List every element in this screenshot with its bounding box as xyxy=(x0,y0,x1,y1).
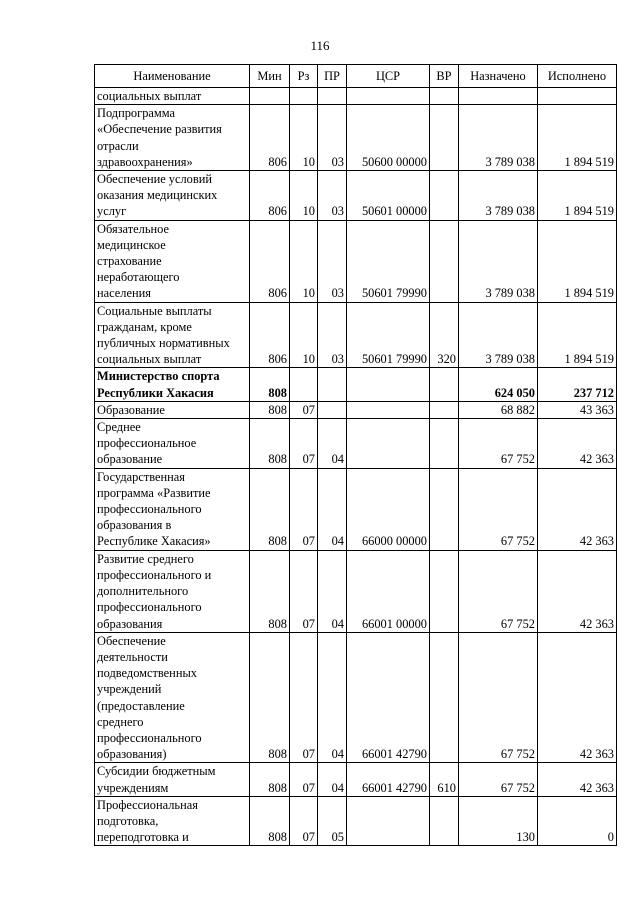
table-row xyxy=(95,171,617,221)
min-cell: 806 xyxy=(250,105,290,171)
row-name-line: гражданам, кроме xyxy=(97,319,192,334)
row-name-line: Подпрограмма xyxy=(97,106,175,121)
row-name-cell xyxy=(95,88,250,105)
row-name-line: образования в xyxy=(97,518,172,533)
assigned-cell: 68 882 xyxy=(459,401,538,418)
row-name-line: «Обеспечение развития xyxy=(97,122,222,137)
row-name-line: профессионального xyxy=(97,600,202,615)
table-row xyxy=(95,368,617,401)
assigned-cell: 624 050 xyxy=(459,368,538,401)
min-cell: 808 xyxy=(250,796,290,846)
vr-cell xyxy=(430,468,459,550)
assigned-cell: 67 752 xyxy=(459,468,538,550)
rz-cell: 07 xyxy=(290,763,318,796)
assigned-cell: 3 789 038 xyxy=(459,302,538,368)
rz-cell: 07 xyxy=(290,468,318,550)
csr-cell xyxy=(347,401,430,418)
rz-cell: 07 xyxy=(290,550,318,632)
row-name-line: Субсидии бюджетным xyxy=(97,764,216,779)
row-name-line: Обеспечение условий xyxy=(97,172,212,187)
pr-cell xyxy=(318,368,347,401)
row-name-line: Обеспечение xyxy=(97,633,166,648)
table-row xyxy=(95,468,617,550)
rz-cell: 10 xyxy=(290,302,318,368)
row-name-line: Обязательное xyxy=(97,221,169,236)
table-row xyxy=(95,401,617,418)
row-name-line: Развитие среднего xyxy=(97,551,194,566)
row-name-line: отрасли xyxy=(97,138,139,153)
table-row xyxy=(95,796,617,846)
row-name-cell xyxy=(95,632,250,763)
row-name-line: переподготовка и xyxy=(97,830,189,845)
column-header-rz: Рз xyxy=(290,65,318,88)
row-name-cell xyxy=(95,419,250,469)
row-name-cell xyxy=(95,368,250,401)
row-name-cell xyxy=(95,401,250,418)
table-row xyxy=(95,105,617,171)
assigned-cell: 130 xyxy=(459,796,538,846)
assigned-cell: 67 752 xyxy=(459,632,538,763)
executed-cell: 42 363 xyxy=(538,550,617,632)
pr-cell: 04 xyxy=(318,550,347,632)
table-row xyxy=(95,302,617,368)
row-name-line: деятельности xyxy=(97,649,168,664)
executed-cell: 43 363 xyxy=(538,401,617,418)
row-name-cell xyxy=(95,550,250,632)
assigned-cell: 67 752 xyxy=(459,550,538,632)
pr-cell: 05 xyxy=(318,796,347,846)
table-row xyxy=(95,632,617,763)
row-name-line: образование xyxy=(97,452,163,467)
pr-cell xyxy=(318,401,347,418)
rz-cell: 10 xyxy=(290,171,318,221)
row-name-line: неработающего xyxy=(97,270,180,285)
row-name-line: социальных выплат xyxy=(97,352,202,367)
row-name-line: подготовка, xyxy=(97,813,159,828)
row-name-line: оказания медицинских xyxy=(97,188,218,203)
column-header-min: Мин xyxy=(250,65,290,88)
pr-cell: 04 xyxy=(318,419,347,469)
row-name-line: учреждений xyxy=(97,682,162,697)
csr-cell: 50601 79990 xyxy=(347,220,430,302)
csr-cell xyxy=(347,796,430,846)
column-header-assigned: Назначено xyxy=(459,65,538,88)
csr-cell xyxy=(347,88,430,105)
page-number: 116 xyxy=(310,38,330,53)
row-name-cell xyxy=(95,105,250,171)
pr-cell: 03 xyxy=(318,220,347,302)
min-cell: 808 xyxy=(250,550,290,632)
csr-cell: 66001 42790 xyxy=(347,632,430,763)
row-name-line: публичных нормативных xyxy=(97,336,230,351)
row-name-line: Профессиональная xyxy=(97,797,198,812)
csr-cell: 66001 42790 xyxy=(347,763,430,796)
vr-cell: 320 xyxy=(430,302,459,368)
assigned-cell: 3 789 038 xyxy=(459,171,538,221)
pr-cell: 04 xyxy=(318,468,347,550)
pr-cell: 04 xyxy=(318,763,347,796)
vr-cell xyxy=(430,105,459,171)
column-header-pr: ПР xyxy=(318,65,347,88)
min-cell: 806 xyxy=(250,171,290,221)
row-name-line: Государственная xyxy=(97,469,185,484)
csr-cell xyxy=(347,368,430,401)
min-cell: 808 xyxy=(250,468,290,550)
row-name-line: образования xyxy=(97,616,163,631)
vr-cell xyxy=(430,401,459,418)
row-name-cell xyxy=(95,468,250,550)
row-name-line: Среднее xyxy=(97,420,141,435)
executed-cell: 42 363 xyxy=(538,763,617,796)
vr-cell: 610 xyxy=(430,763,459,796)
row-name-line: Министерство спорта xyxy=(97,369,220,384)
table-body xyxy=(95,88,617,846)
row-name-cell xyxy=(95,171,250,221)
row-name-line: социальных выплат xyxy=(97,89,202,103)
rz-cell: 10 xyxy=(290,220,318,302)
csr-cell: 50601 00000 xyxy=(347,171,430,221)
csr-cell: 66001 00000 xyxy=(347,550,430,632)
min-cell: 808 xyxy=(250,763,290,796)
rz-cell: 10 xyxy=(290,105,318,171)
vr-cell xyxy=(430,632,459,763)
row-name-cell xyxy=(95,220,250,302)
row-name-line: профессионального и xyxy=(97,567,212,582)
executed-cell: 42 363 xyxy=(538,419,617,469)
row-name-line: страхование xyxy=(97,254,162,269)
rz-cell: 07 xyxy=(290,401,318,418)
row-name-line: программа «Развитие xyxy=(97,485,211,500)
csr-cell xyxy=(347,419,430,469)
pr-cell xyxy=(318,88,347,105)
executed-cell: 0 xyxy=(538,796,617,846)
row-name-line: (предоставление xyxy=(97,698,185,713)
vr-cell xyxy=(430,419,459,469)
row-name-line: образования) xyxy=(97,747,167,762)
csr-cell: 50601 79990 xyxy=(347,302,430,368)
executed-cell: 237 712 xyxy=(538,368,617,401)
assigned-cell: 3 789 038 xyxy=(459,105,538,171)
vr-cell xyxy=(430,368,459,401)
pr-cell: 03 xyxy=(318,105,347,171)
row-name-cell xyxy=(95,796,250,846)
vr-cell xyxy=(430,88,459,105)
pr-cell: 03 xyxy=(318,302,347,368)
rz-cell xyxy=(290,368,318,401)
min-cell: 808 xyxy=(250,632,290,763)
row-name-line: учреждениям xyxy=(97,780,169,795)
executed-cell: 42 363 xyxy=(538,632,617,763)
row-name-line: услуг xyxy=(97,204,127,219)
min-cell: 806 xyxy=(250,220,290,302)
row-name-line: Социальные выплаты xyxy=(97,303,212,318)
row-name-line: населения xyxy=(97,286,151,301)
rz-cell: 07 xyxy=(290,796,318,846)
column-header-name: Наименование xyxy=(95,65,250,88)
min-cell: 808 xyxy=(250,419,290,469)
row-name-line: профессионального xyxy=(97,730,202,745)
row-name-line: профессионального xyxy=(97,502,202,517)
table-header-row xyxy=(95,65,617,88)
assigned-cell: 67 752 xyxy=(459,419,538,469)
assigned-cell: 3 789 038 xyxy=(459,220,538,302)
row-name-line: подведомственных xyxy=(97,666,197,681)
table-row xyxy=(95,550,617,632)
row-name-line: среднего xyxy=(97,714,144,729)
row-name-cell xyxy=(95,302,250,368)
pr-cell: 04 xyxy=(318,632,347,763)
executed-cell: 1 894 519 xyxy=(538,220,617,302)
vr-cell xyxy=(430,220,459,302)
csr-cell: 50600 00000 xyxy=(347,105,430,171)
pr-cell: 03 xyxy=(318,171,347,221)
column-header-csr: ЦСР xyxy=(347,65,430,88)
row-name-line: Республики Хакасия xyxy=(97,385,214,400)
column-header-executed: Исполнено xyxy=(538,65,617,88)
assigned-cell: 67 752 xyxy=(459,763,538,796)
min-cell: 808 xyxy=(250,401,290,418)
executed-cell: 42 363 xyxy=(538,468,617,550)
min-cell: 806 xyxy=(250,302,290,368)
min-cell xyxy=(250,88,290,105)
table-row xyxy=(95,419,617,469)
budget-table xyxy=(94,64,617,846)
vr-cell xyxy=(430,550,459,632)
table-row xyxy=(95,763,617,796)
executed-cell: 1 894 519 xyxy=(538,105,617,171)
assigned-cell xyxy=(459,88,538,105)
row-name-line: профессиональное xyxy=(97,436,197,451)
rz-cell xyxy=(290,88,318,105)
row-name-line: Республике Хакасия» xyxy=(97,534,211,549)
table-row xyxy=(95,88,617,105)
rz-cell: 07 xyxy=(290,419,318,469)
table-row xyxy=(95,220,617,302)
executed-cell: 1 894 519 xyxy=(538,171,617,221)
executed-cell xyxy=(538,88,617,105)
row-name-line: здравоохранения» xyxy=(97,154,193,169)
row-name-line: Образование xyxy=(97,402,165,417)
rz-cell: 07 xyxy=(290,632,318,763)
executed-cell: 1 894 519 xyxy=(538,302,617,368)
csr-cell: 66000 00000 xyxy=(347,468,430,550)
vr-cell xyxy=(430,796,459,846)
row-name-line: медицинское xyxy=(97,237,166,252)
row-name-line: дополнительного xyxy=(97,584,189,599)
min-cell: 808 xyxy=(250,368,290,401)
row-name-cell xyxy=(95,763,250,796)
vr-cell xyxy=(430,171,459,221)
column-header-vr: ВР xyxy=(430,65,459,88)
